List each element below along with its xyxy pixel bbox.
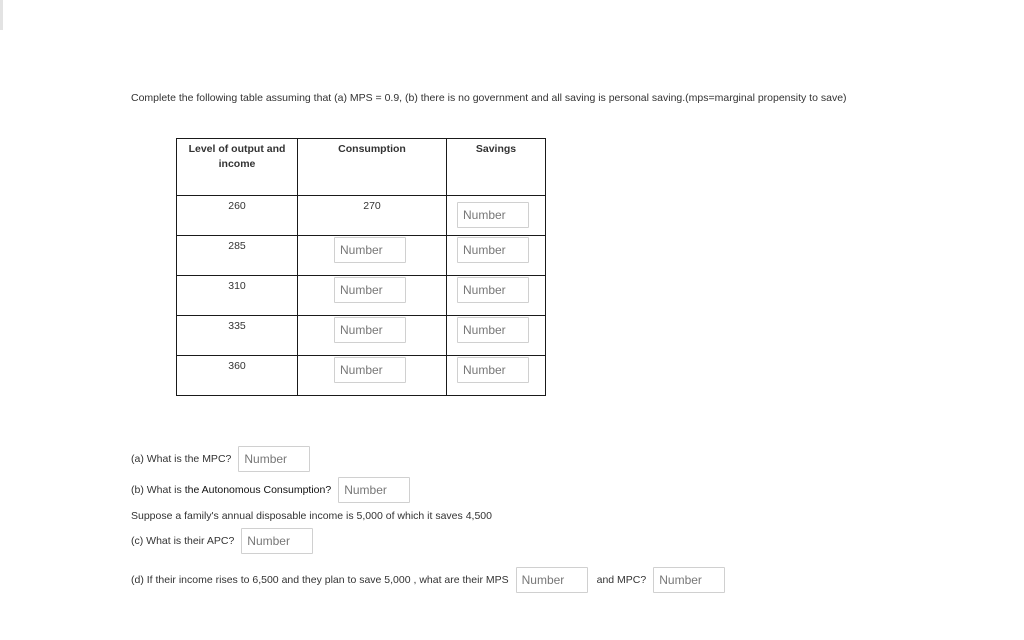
- consumption-cell: [298, 236, 447, 276]
- consumption-cell: [298, 196, 447, 236]
- question-b-prefix: (b) What is: [131, 484, 182, 496]
- output-cell: [177, 356, 298, 396]
- header-savings: Savings: [447, 139, 546, 196]
- output-cell: [177, 276, 298, 316]
- header-output-line1: Level of output and: [188, 143, 286, 155]
- table-row: [177, 276, 546, 316]
- savings-cell: [447, 356, 546, 396]
- question-a: [131, 446, 310, 472]
- header-output-income: [177, 139, 298, 196]
- savings-cell: [447, 196, 546, 236]
- autonomous-consumption-input[interactable]: [338, 477, 410, 503]
- consumption-input-row5[interactable]: [334, 357, 406, 383]
- question-b: [131, 477, 410, 503]
- savings-input-row2[interactable]: [457, 237, 529, 263]
- table-row: [177, 356, 546, 396]
- savings-input-row1[interactable]: [457, 202, 529, 228]
- apc-input[interactable]: [241, 528, 313, 554]
- header-consumption: Consumption: [298, 139, 447, 196]
- table-header-row: [177, 139, 546, 196]
- consumption-cell: [298, 276, 447, 316]
- output-value: 360: [228, 360, 246, 372]
- savings-input-row3[interactable]: [457, 277, 529, 303]
- savings-cell: [447, 276, 546, 316]
- mpc-input[interactable]: [238, 446, 310, 472]
- question-d-mid-label: and MPC?: [596, 574, 647, 586]
- output-cell: [177, 196, 298, 236]
- question-b-rest: the Autonomous Consumption?: [184, 484, 332, 496]
- header-output-line2: income: [218, 158, 256, 170]
- consumption-cell: [298, 356, 447, 396]
- consumption-cell: [298, 316, 447, 356]
- table-row: [177, 236, 546, 276]
- consumption-value: 270: [363, 200, 381, 212]
- consumption-input-row3[interactable]: [334, 277, 406, 303]
- savings-cell: [447, 316, 546, 356]
- output-value: 310: [228, 280, 246, 292]
- mps-input[interactable]: [516, 567, 588, 593]
- answer-table: [176, 138, 546, 396]
- question-c: [131, 528, 313, 554]
- output-cell: [177, 236, 298, 276]
- mpc-input-d[interactable]: [653, 567, 725, 593]
- left-edge-bar: [0, 0, 3, 30]
- consumption-input-row2[interactable]: [334, 237, 406, 263]
- savings-input-row4[interactable]: [457, 317, 529, 343]
- question-a-label: (a) What is the MPC?: [131, 453, 232, 465]
- consumption-input-row4[interactable]: [334, 317, 406, 343]
- output-value: 285: [228, 240, 246, 252]
- savings-input-row5[interactable]: [457, 357, 529, 383]
- question-d-label: (d) If their income rises to 6,500 and they plan to save 5,000 , what are their MPS: [131, 574, 509, 586]
- savings-cell: [447, 236, 546, 276]
- suppose-text: Suppose a family's annual disposable income is 5,000 of which it saves 4,500: [131, 510, 492, 522]
- question-c-label: (c) What is their APC?: [131, 535, 235, 547]
- output-value: 260: [228, 200, 246, 212]
- table-row: [177, 316, 546, 356]
- output-cell: [177, 316, 298, 356]
- instructions-text: Complete the following table assuming that (a) MPS = 0.9, (b) there is no government and all saving is personal saving.(mps=marginal propensity to save): [131, 92, 847, 104]
- question-d: [131, 567, 725, 593]
- output-value: 335: [228, 320, 246, 332]
- table-row: [177, 196, 546, 236]
